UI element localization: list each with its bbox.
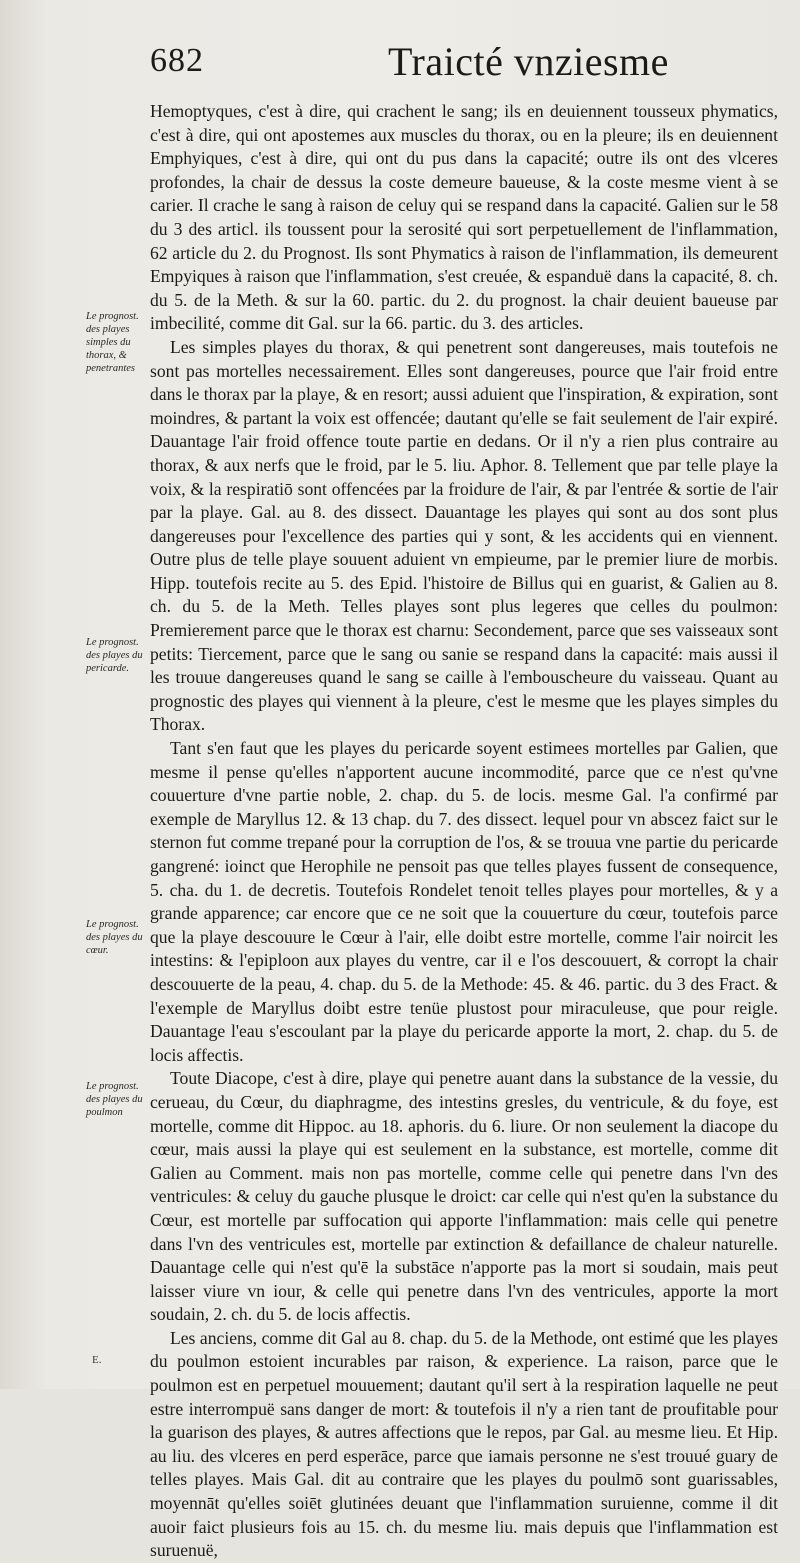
paragraph-hemoptyques: Hemoptyques, c'est à dire, qui crachent le sang; ils en deuiennent tousseux phymatics, c'est à dire, qui ont apostemes aux muscles du thorax, ou en la pleure; ils en deuiennent Emphyiques, c'est à dire, qui ont du pus dans la capacité; outre ils ont des vlceres profondes, la chair de dessus la coste demeure baueuse, & la coste mesme vient à se carier. Il crache le sang à raison de celuy qui se respand dans la capacité. Galien sur le 58 du 3 des articl. ils toussent pour la serosité qui sort perpetuellement de l'inflammation, 62 article du 2. du Prognost. Ils sont Phymatics à raison de l'inflammation, ils demeurent Empyiques à raison que l'inflammation, s'est creuée, & espanduë dans la capacité, 8. ch. du 5. de la Meth. & sur la 60. partic. du 2. du prognost. la chair deuient baueuse par imbecilité, comme dit Gal. sur la 66. partic. du 3. des articles. xyxy=(150,101,778,334)
paragraph-diacope: Toute Diacope, c'est à dire, playe qui penetre auant dans la substance de la vessie, du cerueau, du Cœur, du diaphragme, des intestins gresles, du ventricule, & du foye, est mortelle, comme dit Hippoc. au 18. aphoris. du 6. liure. Or non seulement la diacope du cœur, mais aussi la playe qui est seulement en la substance, est mortelle, comme dit Galien au Comment. mais non pas mortelle, comme celle qui penetre dans l'vn des ventricules: & celuy du gauche plusque le droict: car celle qui n'est qu'en la substance du Cœur, est mortelle par suffocation qui apporte l'inflammation: mais celle qui penetre dans l'vn des ventricules est, mortelle par extinction & defaillance de chaleur naturelle. Dauantage celle qui n'est qu'ē la substāce n'apporte pas la mort si soudain, mais peut laisser viure vn iour, & celle qui penetre dans l'vn des ventricules, apporte la mort soudain, 2. ch. du 5. de locis affectis. xyxy=(150,1068,778,1325)
footer-mark: E. xyxy=(92,1354,102,1366)
body-text xyxy=(150,100,778,1563)
margin-note-poulmon: Le prognost. des playes du poulmon xyxy=(86,1081,143,1118)
page-header xyxy=(150,38,760,88)
margin-note-pericarde: Le prognost. des playes du pericarde. xyxy=(86,637,143,674)
margin-note-coeur: Le prognost. des playes du cœur. xyxy=(86,919,143,956)
paragraph-poulmon: Les anciens, comme dit Gal au 8. chap. du 5. de la Methode, ont estimé que les playes du poulmon estoient incurables par raison, & experience. La raison, parce que le poulmon est en perpetuel mouuement; dautant qu'il sert à la respiration laquelle ne peut estre interrompuë sans danger de mort: & toutefois il n'y a rien tant de proufitable pour la guarison des playes, & autres affections que le repos, par Gal. au mesme lieu. Et Hip. au liu. des vlceres en perd esperāce, parce que iamais personne ne s'est trouué guary de telles playes. Mais Gal. dit au contraire que les playes du poulmō sont guarissables, moyennāt qu'elles soiēt glutinées deuant que l'inflammation suruienne, comme il dit auoir faict plusieurs fois au 15. ch. du mesme liu. mais depuis que l'inflammation est suruenuë, xyxy=(150,1327,778,1561)
page-number: 682 xyxy=(150,42,204,79)
paragraph-pericarde: Tant s'en faut que les playes du pericarde soyent estimees mortelles par Galien, que mesme il pense qu'elles n'apportent aucune incommodité, parce que ce n'est qu'vne couuerture d'vne partie noble, 2. chap. du 5. de locis. mesme Gal. l'a confirmé par exemple de Maryllus 12. & 13 chap. du 7. des dissect. lequel pour vn abscez faict sur le sternon fut comme trepané pour la corruption de l'os, & se trouua vne partie du pericarde gangrené: ioinct que Herophile ne pensoit pas que telles playes fussent de consequence, 5. cha. du 1. de decretis. Toutefois Rondelet tenoit telles playes pour mortelles, & y a grande apparence; car encore que ce ne soit que la couuerture du cœur, toutefois parce que la playe descouure le Cœur à l'air, elle doibt estre mortelle, comme l'air noircit les intestins: & l'epiploon aux playes du ventre, car il e l'os descouuert, & corropt la chair descouuerte de la peau, 4. chap. du 5. de la Methode: 45. & 46. partic. du 3 des Fract. & l'exemple de Maryllus doibt estre tenüe plustost pour miraculeuse, que pour reigle. Dauantage l'eau s'escoulant par la playe du pericarde apporte la mort, 2. chap. du 5. de locis affectis. xyxy=(150,738,778,1065)
margin-note-thorax: Le prognost. des playes simples du thorax, & penetrantes xyxy=(86,311,139,374)
running-title: Traicté vnziesme xyxy=(388,39,669,84)
paragraph-thorax: Les simples playes du thorax, & qui penetrent sont dangereuses, mais toutefois ne sont pas mortelles necessairement. Elles sont dangereuses, pource que l'air froid entre dans le thorax par la playe, & en resort; aussi aduient que l'inspiration, & expiration, sont moindres, & partant la voix est offencée; dautant qu'elle se fait seulement de l'air expiré. Dauantage l'air froid offence toute partie en dedans. Or il n'y a rien plus contraire au thorax, & aux nerfs que le froid, par le 5. liu. Aphor. 8. Tellement que par telle playe la voix, & la respiratiō sont offencées par la froidure de l'air, & par l'entrée & sortie de l'air par la playe. Gal. au 8. des dissect. Dauantage les playes qui sont au dos sont plus dangereuses pour l'excellence des parties qui y sont, & les accidents qui en viennent. Outre plus de telle playe souuent aduient vn empieume, par le premier liure de morbis. Hipp. toutefois recite au 5. des Epid. l'histoire de Billus qui en guarist, & Galien au 8. ch. du 5. de la Meth. Telles playes sont plus legeres que celles du poulmon: Premierement parce que le thorax est charnu: Secondement, parce que ses vaisseaux sont petits: Tiercement, parce que le sang ou sanie se respand dans la capacité: mais aussi il les trouue dangereuses quand le sang se caille à l'embouscheure du vaisseau. Quant au prognostic des playes qui viennent à la pleure, c'est le mesme que les playes simples du Thorax. xyxy=(150,336,778,735)
